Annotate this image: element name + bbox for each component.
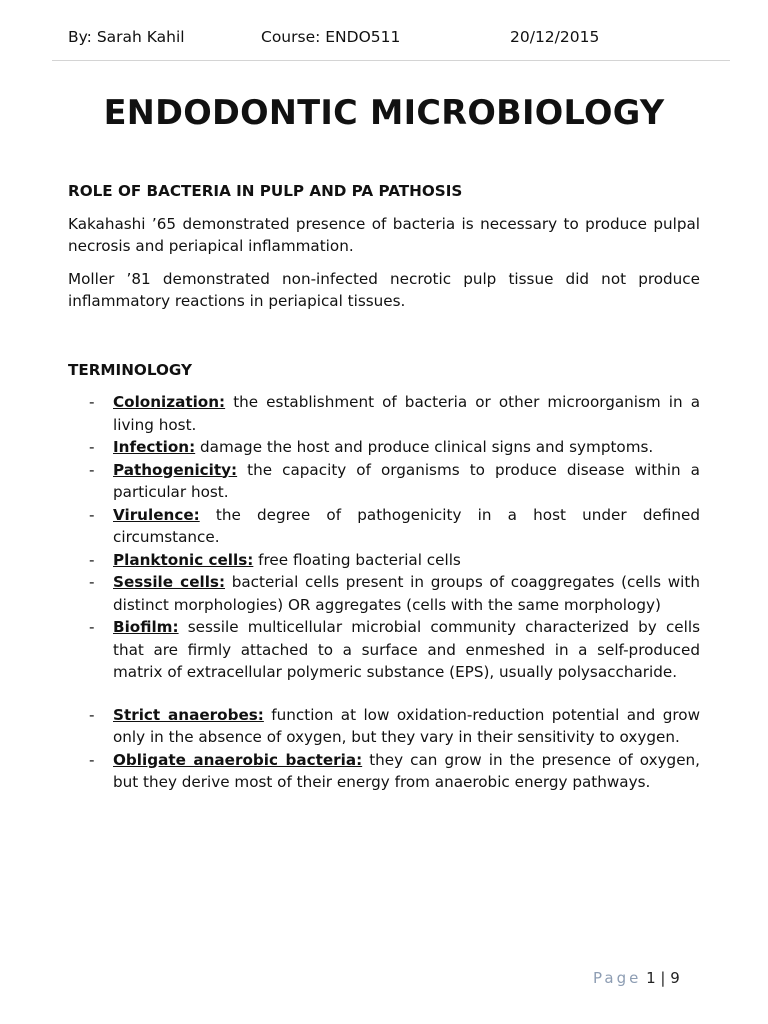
list-dash: -: [89, 705, 95, 724]
header-date: 20/12/2015: [510, 28, 600, 46]
list-dash: -: [89, 573, 95, 591]
term-colonization: [68, 391, 700, 436]
list-dash: -: [89, 550, 95, 569]
paragraph-moller: Moller ’81 demonstrated non-infected necrotic pulp tissue did not produce inflammatory reactions in periapical tissues.: [68, 269, 700, 310]
term-name: Obligate anaerobic bacteria:: [113, 750, 363, 769]
document-title: ENDODONTIC MICROBIOLOGY: [103, 93, 665, 132]
term-name: Infection:: [113, 438, 196, 456]
terminology-list: [68, 391, 700, 684]
term-definition: damage the host and produce clinical signs and symptoms.: [195, 438, 654, 456]
page-footer: [593, 969, 680, 987]
term-infection: [68, 436, 700, 459]
term-definition: function at low oxidation-reduction potential and grow only in the absence of oxygen, but they vary in their sensitivity to oxygen.: [113, 705, 701, 746]
section-heading-role-of-bacteria: ROLE OF BACTERIA IN PULP AND PA PATHOSIS: [68, 182, 463, 200]
term-name: Biofilm:: [113, 618, 179, 636]
term-obligate-anaerobic-bacteria: [68, 749, 700, 794]
page-header: [68, 28, 700, 50]
term-definition: they can grow in the presence of oxygen, but they derive most of their energy from anaerobic energy pathways.: [113, 750, 700, 791]
term-name: Pathogenicity:: [113, 460, 238, 479]
term-sessile-cells: [68, 571, 700, 616]
term-definition: the establishment of bacteria or other microorganism in a living host.: [113, 393, 700, 434]
list-dash: -: [89, 618, 95, 636]
term-biofilm: [68, 616, 700, 684]
list-dash: -: [89, 750, 95, 769]
term-name: Strict anaerobes:: [113, 705, 264, 724]
term-name: Planktonic cells:: [113, 550, 254, 569]
list-dash: -: [89, 393, 95, 411]
page-number: 1 | 9: [641, 969, 680, 987]
list-dash: -: [89, 460, 95, 479]
term-name: Sessile cells:: [113, 573, 226, 591]
header-course: Course: ENDO511: [261, 28, 401, 46]
term-strict-anaerobes: [68, 704, 700, 749]
term-pathogenicity: [68, 459, 700, 504]
term-definition: sessile multicellular microbial community characterized by cells that are firmly attached to a surface and enmeshed in a self-produced matrix of extracellular polymeric substance (EPS), usually polysaccharide.: [113, 618, 700, 681]
header-divider: [52, 60, 730, 61]
term-planktonic-cells: [68, 549, 700, 572]
list-dash: -: [89, 505, 95, 524]
term-definition: the capacity of organisms to produce disease within a particular host.: [113, 460, 700, 501]
term-definition: bacterial cells present in groups of coaggregates (cells with distinct morphologies) OR aggregates (cells with the same morphology): [113, 573, 700, 614]
term-definition: free floating bacterial cells: [253, 550, 461, 569]
terminology-list-continued: [68, 704, 700, 794]
term-definition: the degree of pathogenicity in a host under defined circumstance.: [113, 505, 700, 546]
document-body: [68, 180, 700, 794]
term-name: Colonization:: [113, 393, 226, 411]
term-name: Virulence:: [113, 505, 200, 524]
section-heading-terminology: TERMINOLOGY: [68, 360, 192, 379]
list-dash: -: [89, 438, 95, 456]
paragraph-kakahashi: Kakahashi ’65 demonstrated presence of bacteria is necessary to produce pulpal necrosis and periapical inflammation.: [68, 214, 700, 255]
term-virulence: [68, 504, 700, 549]
header-author: By: Sarah Kahil: [68, 28, 185, 46]
page-label: Page: [593, 969, 642, 987]
